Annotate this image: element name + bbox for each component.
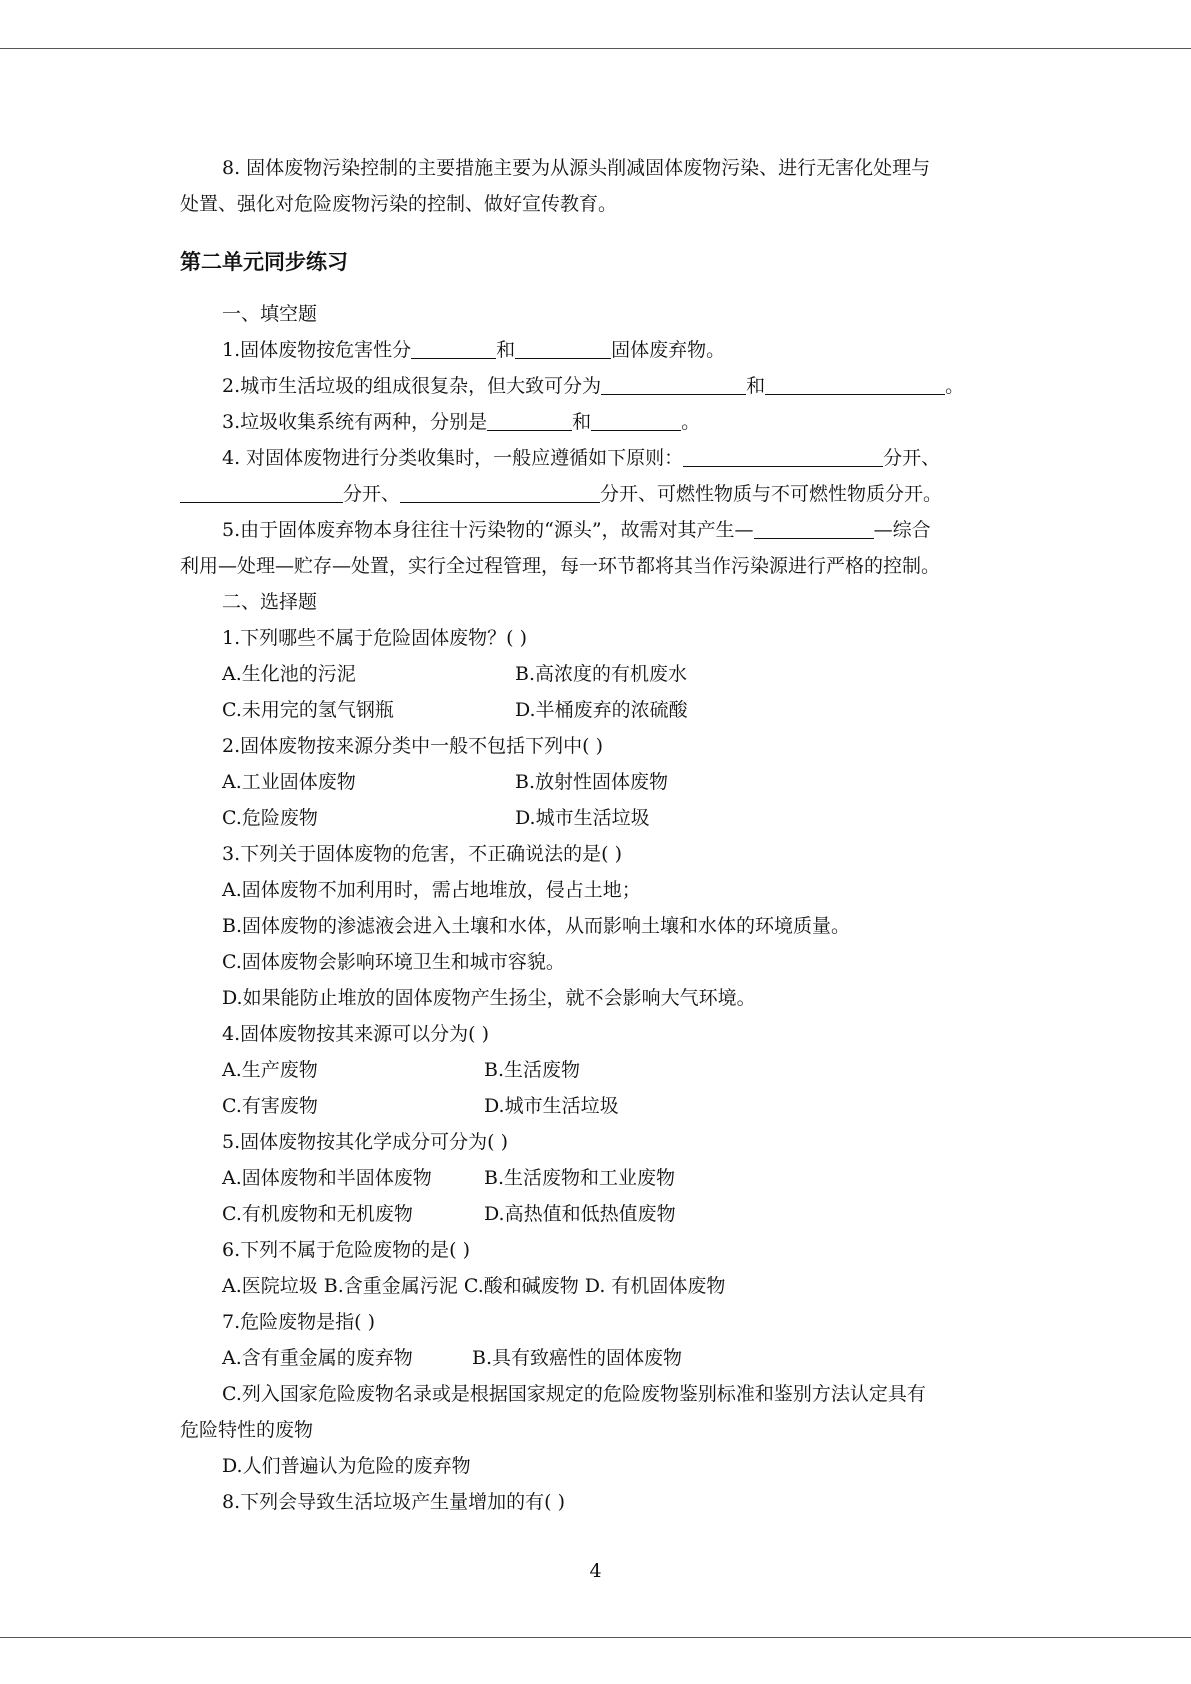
- choice-q1-option-b[interactable]: B.高浓度的有机废水: [515, 663, 688, 685]
- fill-q5-blank-1[interactable]: [754, 516, 874, 539]
- paragraph-8-line-1: 8. 固体废物污染控制的主要措施主要为从源头削减固体废物污染、进行无害化处理与: [222, 157, 931, 179]
- choice-q4-stem: 4.固体废物按其来源可以分为( ): [222, 1023, 489, 1045]
- choice-q1-option-c[interactable]: C.未用完的氢气钢瓶: [222, 699, 394, 721]
- choice-q7-option-a[interactable]: A.含有重金属的废弃物: [222, 1347, 413, 1369]
- fill-q3-blank-2[interactable]: [591, 408, 681, 431]
- fill-q4-text-b: 分开、: [883, 447, 941, 469]
- fill-in-title: 一、填空题: [222, 303, 318, 325]
- fill-q1-text-b: 和: [496, 339, 516, 361]
- fill-q2-blank-2[interactable]: [765, 372, 945, 395]
- choice-q2-option-b[interactable]: B.放射性固体废物: [515, 771, 669, 793]
- fill-q4-blank-2[interactable]: [180, 480, 343, 503]
- choice-q2-option-d[interactable]: D.城市生活垃圾: [515, 807, 650, 829]
- choice-q3-option-a[interactable]: A.固体废物不加利用时，需占地堆放，侵占土地；: [222, 879, 641, 901]
- fill-q2-text-c: 。: [945, 375, 965, 397]
- choice-q3-stem: 3.下列关于固体废物的危害，不正确说法的是( ): [222, 843, 622, 865]
- page-content: [180, 150, 1010, 1520]
- fill-q4-blank-3[interactable]: [400, 480, 600, 503]
- choice-q7-option-d[interactable]: D.人们普遍认为危险的废弃物: [222, 1455, 471, 1477]
- section-title: 第二单元同步练习: [180, 250, 348, 274]
- choice-q5-option-c[interactable]: C.有机废物和无机废物: [222, 1203, 413, 1225]
- choice-q5-option-d[interactable]: D.高热值和低热值废物: [484, 1203, 676, 1225]
- choice-q5-option-a[interactable]: A.固体废物和半固体废物: [222, 1167, 432, 1189]
- choice-q1-option-a[interactable]: A.生化池的污泥: [222, 663, 356, 685]
- choice-q4-options-row-2: [180, 1088, 1010, 1124]
- fill-q1-text-c: 固体废弃物。: [611, 339, 726, 361]
- choice-q2-option-a[interactable]: A.工业固体废物: [222, 771, 356, 793]
- choice-q6-options[interactable]: A.医院垃圾 B.含重金属污泥 C.酸和碱废物 D. 有机固体废物: [222, 1275, 726, 1297]
- fill-q3-text-a: 3.垃圾收集系统有两种，分别是: [222, 411, 488, 433]
- page-number: 4: [589, 1560, 602, 1582]
- choice-q1-options-row-2: [180, 692, 1010, 728]
- footer-rule: [0, 1637, 1191, 1638]
- choice-q3-option-d[interactable]: D.如果能防止堆放的固体废物产生扬尘，就不会影响大气环境。: [222, 987, 756, 1009]
- choice-q7-options-row-1: [180, 1340, 1010, 1376]
- paragraph-8-line-2: 处置、强化对危险废物污染的控制、做好宣传教育。: [180, 193, 618, 215]
- choice-q5-options-row-1: [180, 1160, 1010, 1196]
- choice-q5-stem: 5.固体废物按其化学成分可分为( ): [222, 1131, 508, 1153]
- fill-q1-blank-1[interactable]: [411, 336, 496, 359]
- choice-q3-option-b[interactable]: B.固体废物的渗滤液会进入土壤和水体，从而影响土壤和水体的环境质量。: [222, 915, 851, 937]
- choice-q5-options-row-2: [180, 1196, 1010, 1232]
- fill-q3-text-c: 。: [681, 411, 701, 433]
- choice-q1-stem: 1.下列哪些不属于危险固体废物？( ): [222, 627, 527, 649]
- choice-q7-option-b[interactable]: B.具有致癌性的固体废物: [472, 1347, 683, 1369]
- fill-q2-text-b: 和: [746, 375, 766, 397]
- fill-q5-text-b: —综合: [873, 519, 931, 541]
- fill-q2: [180, 368, 1010, 404]
- fill-q4-text-c: 分开、: [343, 483, 401, 505]
- choice-q4-option-d[interactable]: D.城市生活垃圾: [484, 1095, 619, 1117]
- choice-q8-stem: 8.下列会导致生活垃圾产生量增加的有( ): [222, 1491, 565, 1513]
- choice-q2-stem: 2.固体废物按来源分类中一般不包括下列中( ): [222, 735, 603, 757]
- choice-q4-options-row-1: [180, 1052, 1010, 1088]
- fill-q5-text-a: 5.由于固体废弃物本身往往十污染物的“源头”，故需对其产生—: [222, 519, 754, 541]
- choice-q4-option-a[interactable]: A.生产废物: [222, 1059, 318, 1081]
- fill-q5-line-1: [180, 512, 1010, 548]
- fill-q4-text-d: 分开、可燃性物质与不可燃性物质分开。: [600, 483, 943, 505]
- choice-q7-option-c-line-2[interactable]: 危险特性的废物: [180, 1419, 314, 1441]
- fill-q2-blank-1[interactable]: [601, 372, 746, 395]
- choice-q4-option-b[interactable]: B.生活废物: [484, 1059, 581, 1081]
- header-rule: [0, 48, 1191, 49]
- choice-q6-stem: 6.下列不属于危险废物的是( ): [222, 1239, 470, 1261]
- fill-q1-blank-2[interactable]: [515, 336, 611, 359]
- choice-q4-option-c[interactable]: C.有害废物: [222, 1095, 318, 1117]
- choice-q7-stem: 7.危险废物是指( ): [222, 1311, 375, 1333]
- choice-q5-option-b[interactable]: B.生活废物和工业废物: [484, 1167, 676, 1189]
- fill-q1-text-a: 1.固体废物按危害性分: [222, 339, 412, 361]
- fill-q5-line-2: 利用—处理—贮存—处置，实行全过程管理，每一环节都将其当作污染源进行严格的控制。: [180, 555, 941, 577]
- fill-q1: [180, 332, 1010, 368]
- fill-q3-text-b: 和: [572, 411, 592, 433]
- fill-q2-text-a: 2.城市生活垃圾的组成很复杂，但大致可分为: [222, 375, 602, 397]
- choice-q2-options-row-2: [180, 800, 1010, 836]
- choice-q7-option-c-line-1[interactable]: C.列入国家危险废物名录或是根据国家规定的危险废物鉴别标准和鉴别方法认定具有: [222, 1383, 926, 1405]
- choice-q1-option-d[interactable]: D.半桶废弃的浓硫酸: [515, 699, 688, 721]
- fill-q3: [180, 404, 1010, 440]
- choice-q1-options-row-1: [180, 656, 1010, 692]
- choice-q2-option-c[interactable]: C.危险废物: [222, 807, 318, 829]
- fill-q4-text-a: 4. 对固体废物进行分类收集时，一般应遵循如下原则：: [222, 447, 684, 469]
- fill-q4-line-1: [180, 440, 1010, 476]
- choice-title: 二、选择题: [222, 591, 318, 613]
- fill-q4-blank-1[interactable]: [683, 444, 883, 467]
- choice-q2-options-row-1: [180, 764, 1010, 800]
- fill-q4-line-2: [180, 476, 1010, 512]
- choice-q3-option-c[interactable]: C.固体废物会影响环境卫生和城市容貌。: [222, 951, 565, 973]
- fill-q3-blank-1[interactable]: [487, 408, 572, 431]
